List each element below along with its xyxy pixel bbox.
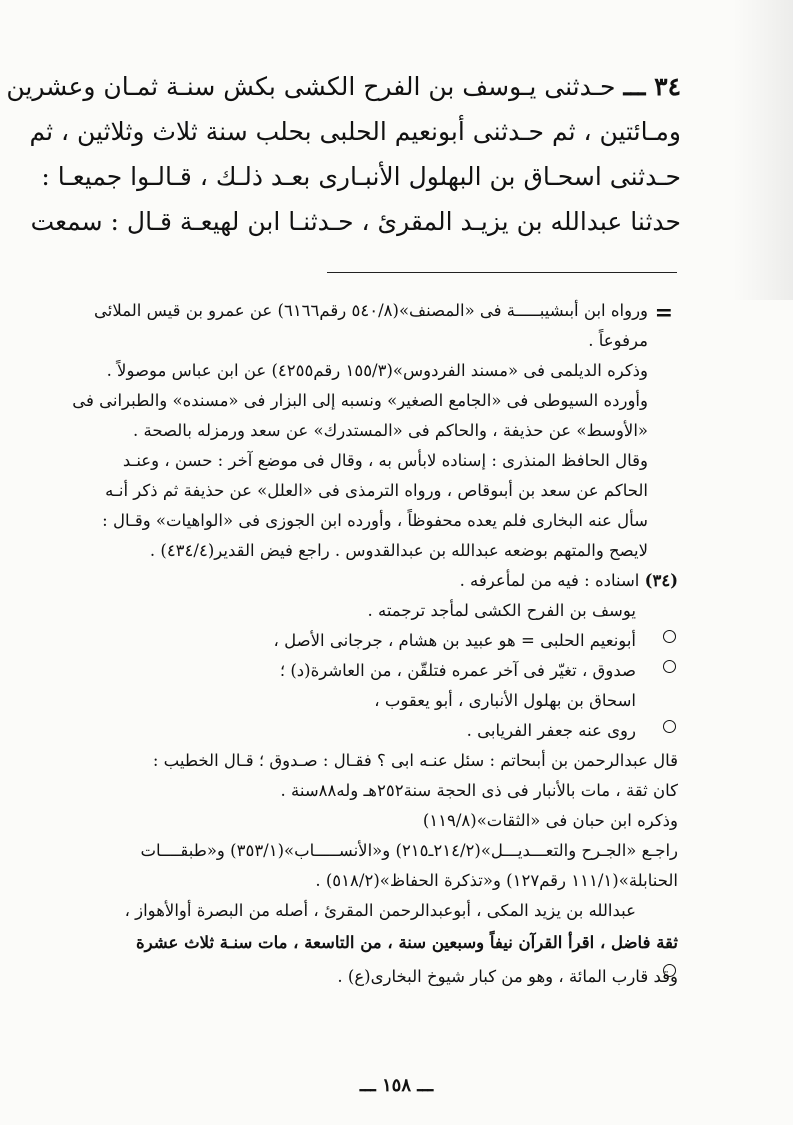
page-number: ـــ ١٥٨ ـــ bbox=[359, 1075, 434, 1096]
main-line: حدثنا عبدالله بن يزيـد المقرئ ، حـدثنـا ابن لهيعـة قـال : سمعت bbox=[30, 207, 681, 236]
footnote-line: وأورده السيوطى فى «الجامع الصغير» ونسبه إلى البزار فى «مسنده» والطبرانى فى bbox=[72, 391, 648, 410]
footnote-line: وقال الحافظ المنذرى : إسناده لابأس به ، وقال فى موضع آخر : حسن ، وعنـد bbox=[122, 451, 648, 470]
narrator-line: اسحاق بن بهلول الأنبارى ، أبو يعقوب ، bbox=[374, 691, 636, 710]
narrator-bullet-icon bbox=[663, 964, 676, 977]
footnotes bbox=[72, 296, 678, 994]
narrator-line: الحنابلة»(١١١/١ رقم١٢٧) و«تذكرة الحفاظ»(٥١٨/٢) . bbox=[315, 871, 678, 890]
footnote-line: لايصح والمتهم بوضعه عبدالله بن عبدالقدوس . راجع فيض القدير(٤٣٤/٤) . bbox=[149, 541, 648, 560]
narrator-bullet-icon bbox=[663, 660, 676, 673]
narrator-line: كان ثقة ، مات بالأنبار فى ذى الحجة سنة٢٥٢هـ وله٨٨سنة . bbox=[280, 781, 678, 800]
footnote-line: وذكره الديلمى فى «مسند الفردوس»(١٥٥/٣ رقم٤٢٥٥) عن ابن عباس موصولاً . bbox=[106, 361, 648, 380]
narrator-line: ثقة فاضل ، اقرأ القرآن نيفاً وسبعين سنة ، من التاسعة ، مات سنـة ثلاث عشرة bbox=[136, 933, 678, 952]
main-hadith-text bbox=[6, 64, 681, 244]
hadith-number: ٣٤ ـــ bbox=[623, 72, 681, 101]
note-number: (٣٤) bbox=[644, 571, 678, 590]
narrator-line: روى عنه جعفر الفريابى . bbox=[466, 721, 636, 740]
footnote-line: «الأوسط» عن حذيفة ، والحاكم فى «المستدرك» عن سعد ورمزله بالصحة . bbox=[132, 421, 648, 440]
main-line bbox=[6, 64, 681, 109]
note-heading bbox=[78, 566, 678, 596]
narrator-bullet-icon bbox=[663, 630, 676, 643]
main-line: ومـائتين ، ثم حـدثنى أبونعيم الحلبى بحلب سنة ثلاث وثلاثين ، ثم bbox=[29, 117, 681, 146]
narrator-line: عبدالله بن يزيد المكى ، أبوعبدالرحمن المقرئ ، أصله من البصرة أوالأهواز ، bbox=[124, 901, 636, 920]
narrator-line: وذكره ابن حبان فى «الثقات»(١١٩/٨) bbox=[422, 811, 678, 830]
footnote-line: مرفوعاً . bbox=[588, 331, 648, 350]
page-edge-shadow bbox=[733, 0, 793, 300]
narrator-line: راجـع «الجـرح والتعـــديـــل»(٢١٤/٢ـ٢١٥) و«الأنســـــاب»(٣٥٣/١) و«طبقــــات bbox=[140, 841, 678, 860]
main-line-text: حـدثنى يـوسف بن الفرح الكشى بكش سنـة ثمـان وعشرين bbox=[6, 72, 616, 101]
footnote-line: الحاكم عن سعد بن أبىوقاص ، ورواه الترمذى فى «العلل» عن حذيفة ثم ذكر أنـه bbox=[105, 481, 648, 500]
note-intro: اسناده : فيه من لمأعرفه . bbox=[459, 571, 640, 590]
narrator-line: يوسف بن الفرح الكشى لمأجد ترجمته . bbox=[367, 601, 636, 620]
footnote-separator bbox=[327, 272, 677, 273]
main-line: حـدثنى اسحـاق بن البهلول الأنبـارى بعـد ذلـك ، قـالـوا جميعـا : bbox=[41, 162, 681, 191]
narrator-line: أبونعيم الحلبى = هو عبيد بن هشام ، جرجانى الأصل ، bbox=[273, 631, 636, 650]
footnote-line: سأل عنه البخارى فلم يعده محفوظاً ، وأورده ابن الجوزى فى «الواهيات» وقـال : bbox=[102, 511, 648, 530]
narrator-line: وقد قارب المائة ، وهو من كبار شيوخ البخارى(ع) . bbox=[337, 967, 678, 986]
narrator-bullet-icon bbox=[663, 720, 676, 733]
narrator-line: قال عبدالرحمن بن أبىحاتم : سئل عنـه ابى ؟ فقـال : صـدوق ؛ قـال الخطيب : bbox=[152, 751, 678, 770]
footnote-line: ورواه ابن أبىشيبـــــة فى «المصنف»(٥٤٠/٨ رقم٦١٦٦) عن عمرو بن قيس الملائى bbox=[94, 301, 648, 320]
continuation-mark: = bbox=[654, 300, 673, 326]
narrator-line: صدوق ، تغيّر فى آخر عمره فتلقّن ، من العاشرة(د) ؛ bbox=[279, 661, 636, 680]
